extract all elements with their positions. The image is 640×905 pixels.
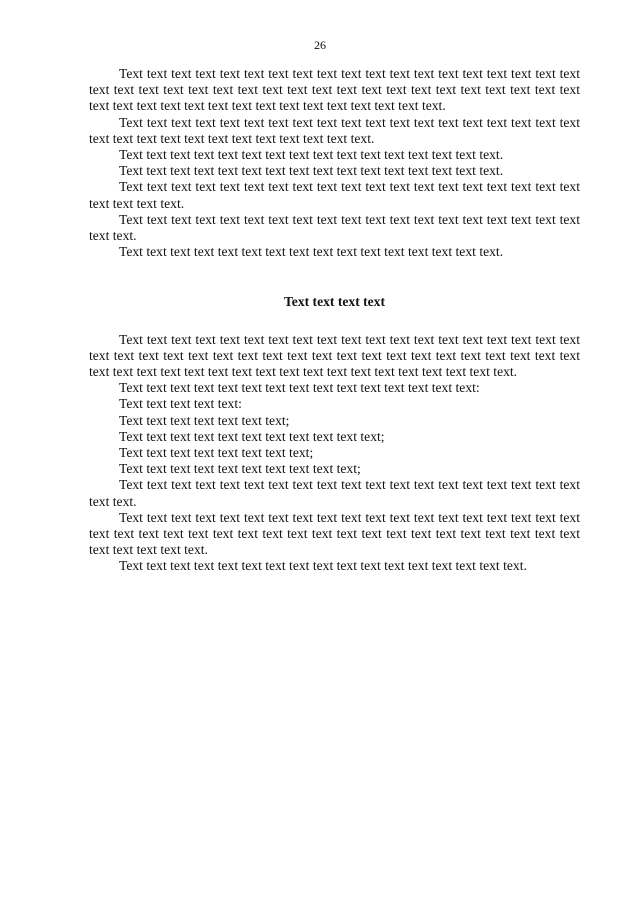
paragraph: Text text text text text text text text text text text text text text text: bbox=[119, 380, 480, 396]
paragraph: Text text text text text text text text text text text text text text text text. bbox=[119, 163, 504, 179]
page-number: 26 bbox=[314, 38, 326, 52]
paragraph: Text text text text text text text; bbox=[119, 412, 290, 428]
paragraph: Text text text text text text text text text text text text text text text text text text text text text text text text text text text text text text text text text text text text text text text text text text text text text text text text text text text text text text. bbox=[89, 66, 580, 114]
paragraph: Text text text text text text text text text text text; bbox=[119, 428, 385, 444]
paragraph: Text text text text text text text text text text text text text text text text. bbox=[119, 147, 504, 163]
paragraph: Text text text text text text text text text text text text text text text text text text text text text. bbox=[89, 477, 580, 509]
paragraph: Text text text text text text text text text text text text text text text text text text text text text text text text text text text text text text text text text text text text text text text text text text text text text text text text text text text text text text text text text. bbox=[89, 331, 580, 380]
paragraph: Text text text text text text text text text text text text text text text text. bbox=[119, 244, 504, 260]
section-heading: Text text text text bbox=[283, 294, 386, 310]
paragraph: Text text text text text text text text text text text text text text text text text text text text text text text. bbox=[89, 179, 580, 211]
paragraph: Text text text text text text text text text text text text text text text text text. bbox=[119, 558, 527, 574]
paragraph: Text text text text text text text text text text text text text text text text text text text text text text text text text text text text text text text. bbox=[89, 114, 580, 146]
paragraph: Text text text text text text text text; bbox=[119, 445, 314, 461]
paragraph: Text text text text text text text text text text text text text text text text text text text text text. bbox=[89, 211, 580, 244]
paragraph: Text text text text text text text text text text; bbox=[119, 461, 361, 477]
paragraph: Text text text text text: bbox=[119, 396, 242, 412]
document-body bbox=[89, 66, 580, 575]
paragraph: Text text text text text text text text text text text text text text text text text text text text text text text text text text text text text text text text text text text text text text text text text text text text. bbox=[89, 509, 580, 558]
